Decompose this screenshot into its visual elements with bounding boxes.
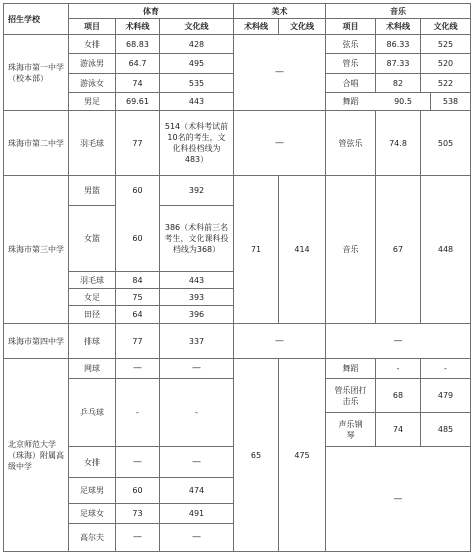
sport-item: 男篮 <box>84 186 100 195</box>
music-culture: 538 <box>442 97 459 106</box>
sport-item: 游泳女 <box>80 78 104 88</box>
sport-culture: 535 <box>188 78 205 88</box>
music-culture: 448 <box>437 245 454 254</box>
art-header: 美术 <box>271 6 288 16</box>
corner-header: 招生学校 <box>8 14 40 24</box>
sport-culture: 491 <box>188 509 205 518</box>
sport-item: 足球女 <box>80 509 104 518</box>
school-name: 珠海市第一中学（校本部） <box>8 62 64 83</box>
sport-item: 女排 <box>84 457 100 467</box>
music-item: 舞蹈 <box>342 97 359 106</box>
sport-item: 游泳男 <box>80 59 104 68</box>
music-item: 音乐 <box>342 245 359 254</box>
music-header: 音乐 <box>390 6 406 16</box>
music-item: 舞蹈 <box>342 364 359 373</box>
art-culture-header: 文化线 <box>290 22 314 31</box>
art-empty-dash: — <box>275 137 284 148</box>
sport-skill-dash: — <box>133 532 142 542</box>
sport-item: 高尔夫 <box>80 533 104 542</box>
sport-skill: 77 <box>132 138 143 148</box>
music-culture: - <box>444 364 447 373</box>
music-skill: 68 <box>392 391 404 400</box>
sport-item: 羽毛球 <box>80 138 104 148</box>
sport-culture: 495 <box>188 59 205 68</box>
music-culture: 525 <box>437 39 454 49</box>
sport-culture: 392 <box>188 186 205 195</box>
sport-item: 田径 <box>84 310 100 319</box>
music-skill: 74.8 <box>389 138 407 148</box>
school-name: 珠海市第四中学 <box>8 336 64 346</box>
music-skill-header: 术科线 <box>386 22 410 31</box>
art-empty-dash: — <box>275 67 284 77</box>
sport-skill-dash: — <box>133 363 142 373</box>
art-skill: 71 <box>250 245 262 254</box>
sport-item: 女篮 <box>84 234 100 243</box>
sports-culture-header: 文化线 <box>184 22 209 31</box>
sport-culture-dash: — <box>192 363 201 373</box>
sport-culture: 474 <box>188 486 205 495</box>
sport-item: 女排 <box>84 39 100 49</box>
music-culture: 485 <box>437 425 454 434</box>
sport-culture: 443 <box>188 275 205 285</box>
sport-item: 网球 <box>84 364 100 373</box>
sports-item-header: 项目 <box>84 22 100 31</box>
sport-culture-dash: — <box>192 456 201 467</box>
school-name: 北京师范大学（珠海）附属高级中学 <box>8 439 64 471</box>
sport-culture: 337 <box>188 336 205 346</box>
music-skill: 67 <box>392 245 404 254</box>
music-culture: 520 <box>437 59 454 68</box>
sport-skill: 84 <box>132 275 143 285</box>
sport-culture: 428 <box>188 39 205 49</box>
music-skill: 86.33 <box>386 39 410 49</box>
art-empty-dash: — <box>275 335 284 346</box>
sport-item: 女足 <box>84 292 100 302</box>
sport-culture: 443 <box>188 97 205 106</box>
sport-skill: 77 <box>132 336 143 346</box>
music-skill: - <box>396 364 400 373</box>
music-empty-dash: — <box>393 335 403 346</box>
sport-culture: 386（术科前三名考生，文化课科投档线为368） <box>164 223 229 254</box>
sport-skill-dash: - <box>136 408 139 417</box>
sport-skill: 64.7 <box>128 59 147 68</box>
sport-culture: 393 <box>188 292 205 302</box>
music-item: 弦乐 <box>342 39 359 49</box>
sport-skill: 69.61 <box>126 97 149 106</box>
music-skill: 82 <box>392 78 404 88</box>
music-culture-header: 文化线 <box>433 22 458 31</box>
basketball-skill-merged: 60 <box>132 234 143 243</box>
sport-skill: 60 <box>132 486 143 495</box>
school-name: 珠海市第三中学 <box>8 245 64 254</box>
art-skill-header: 术科线 <box>244 22 268 31</box>
music-item: 管乐 <box>342 59 359 68</box>
sport-item: 乒乓球 <box>80 408 104 417</box>
sport-skill: 68.83 <box>126 39 149 49</box>
sport-culture: 514（术科考试前10名的考生，文化科投档线为483） <box>164 122 229 164</box>
sports-header: 体育 <box>143 6 159 16</box>
sport-item: 排球 <box>84 336 100 346</box>
music-item: 声乐钢琴 <box>338 419 363 440</box>
basketball-skill: 60 <box>132 186 143 195</box>
art-culture: 475 <box>294 450 310 460</box>
music-culture: 505 <box>437 138 454 148</box>
sport-skill: 75 <box>132 292 143 302</box>
sport-skill: 64 <box>132 310 143 319</box>
art-culture: 414 <box>294 245 310 254</box>
sport-culture-dash: — <box>192 532 201 542</box>
sport-skill-dash: — <box>133 456 142 467</box>
music-item-header: 项目 <box>342 22 359 31</box>
sport-item: 足球男 <box>80 486 104 495</box>
sport-skill: 74 <box>132 78 143 88</box>
school-name: 珠海市第二中学 <box>8 138 64 148</box>
music-skill: 87.33 <box>386 59 410 68</box>
sport-item: 羽毛球 <box>80 275 104 285</box>
music-skill: 90.5 <box>394 97 412 106</box>
music-skill: 74 <box>392 425 404 434</box>
art-skill: 65 <box>250 450 262 460</box>
sport-item: 男足 <box>84 97 100 106</box>
music-culture: 479 <box>437 391 454 400</box>
sport-culture: 396 <box>188 310 205 319</box>
sport-skill: 73 <box>132 509 143 518</box>
music-item: 管弦乐 <box>338 138 363 148</box>
sport-culture-dash: - <box>195 408 198 417</box>
music-item: 合唱 <box>342 78 359 88</box>
sports-skill-header: 术科线 <box>125 22 150 31</box>
music-culture: 522 <box>437 78 454 88</box>
music-empty-dash: — <box>393 493 403 504</box>
music-item: 管乐团打击乐 <box>334 385 367 406</box>
